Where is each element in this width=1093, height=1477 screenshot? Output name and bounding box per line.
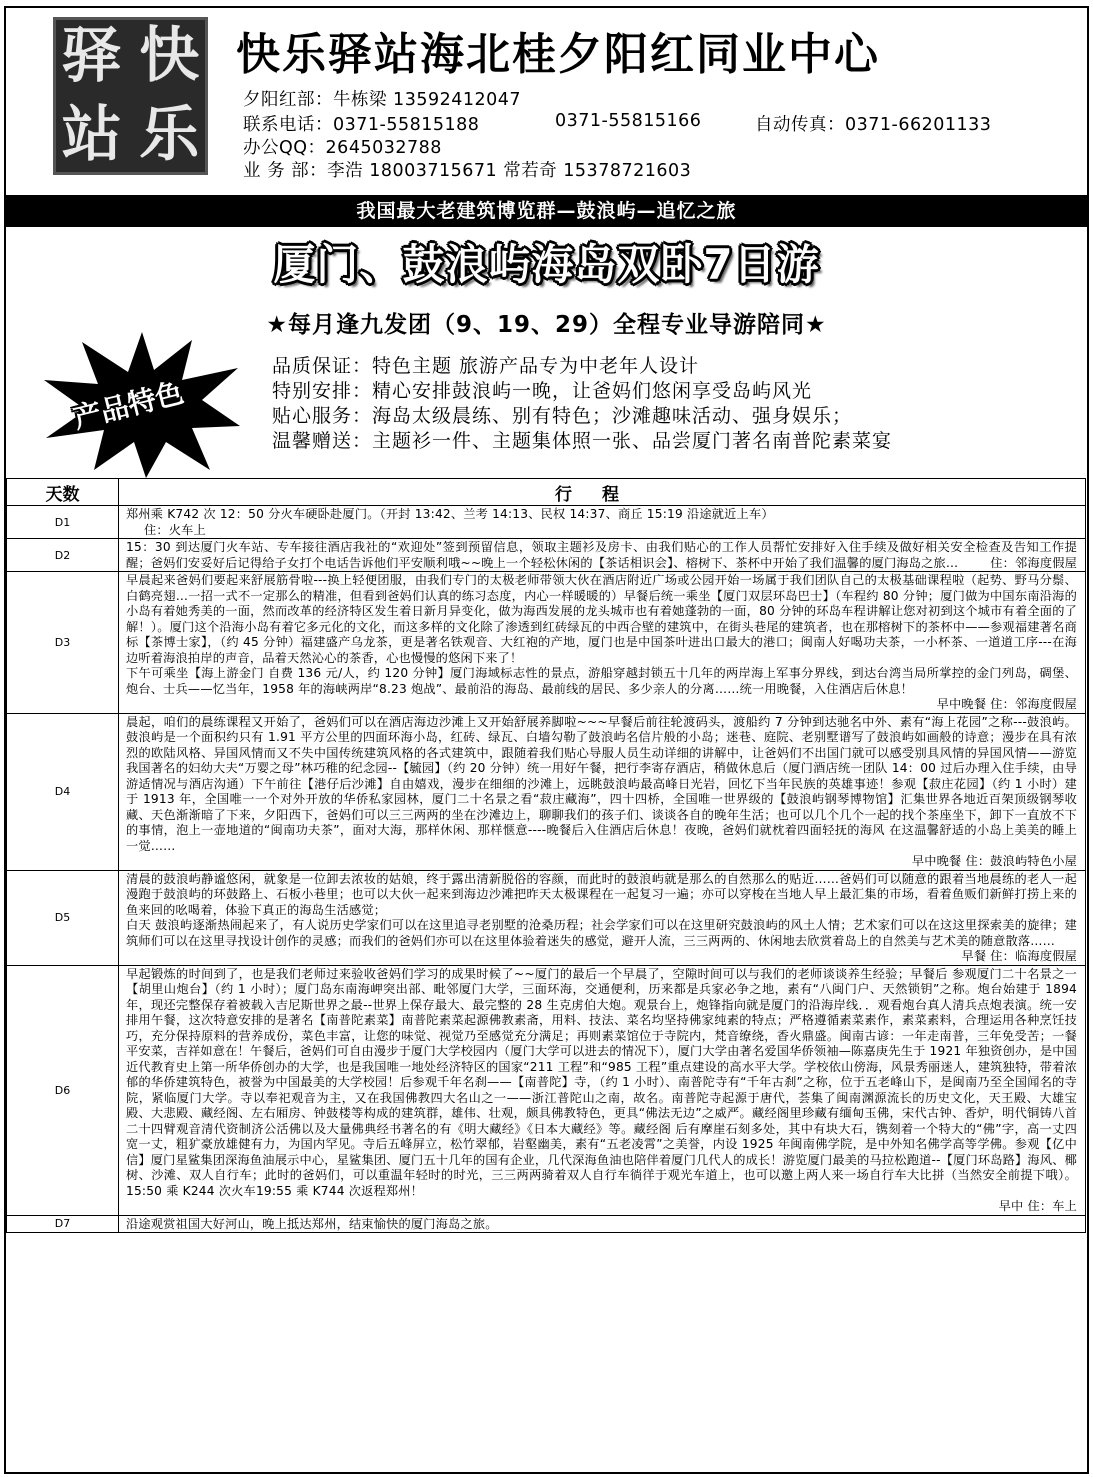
day-label: D2 xyxy=(7,539,119,572)
itinerary-cell xyxy=(119,965,1086,1215)
contact-fax: 自动传真：0371-66201133 xyxy=(755,115,992,135)
contact-phone-row xyxy=(243,111,992,136)
stay-info: 早中晚餐 住：邻海度假屋 xyxy=(936,697,1077,711)
itinerary-cell xyxy=(119,713,1086,870)
day-label: D6 xyxy=(7,965,119,1215)
tour-subtitle: ★每月逢九发团（9、19、29）全程专业导游陪同★ xyxy=(266,312,827,338)
table-row xyxy=(7,965,1086,1215)
logo-char: 驿 xyxy=(61,21,122,91)
stay-info: 早中晚餐 住：鼓浪屿特色小屋 xyxy=(911,854,1077,868)
itinerary-cell xyxy=(119,870,1086,965)
product-feature-badge: 产品特色 xyxy=(70,375,187,436)
page-title: 快乐驿站海北桂夕阳红同业中心 xyxy=(236,29,880,80)
day-label: D5 xyxy=(7,870,119,965)
itinerary-text: 下午可乘坐【海上游金门 自费 136 元/人，约 120 分钟】厦门海域标志性的景点，游船穿越封锁五十几年的两岸海上军事分界线，到达台湾当局所掌控的金门列岛，碉堡、炮台、士兵——忆当年，1958 年的海峡两岸“8.23 炮战”、最前沿的海岛、最前线的居民、多少亲人的分离……统一用晚餐，入住酒店后休息！ xyxy=(126,666,1077,696)
contact-phone-1: 联系电话：0371-55815188 xyxy=(243,115,480,135)
day-label: D3 xyxy=(7,572,119,714)
contact-qq: 办公QQ：2645032788 xyxy=(243,138,442,158)
contact-phone-2: 0371-55815166 xyxy=(555,111,702,131)
tour-title: 厦门、鼓浪屿海岛双卧7日游 xyxy=(273,240,820,289)
col-header-itinerary: 行程 xyxy=(119,479,1086,506)
table-row xyxy=(7,1215,1086,1233)
logo-char: 站 xyxy=(61,100,122,170)
itinerary-cell xyxy=(119,572,1086,714)
itinerary-text: 白天 鼓浪屿逐渐热闹起来了，有人说历史学家们可以在这里追寻老别墅的沧桑历程；社会学家们可以在这里研究鼓浪屿的风土人情；艺术家们可以在这这里探索美的旋律；建筑师们可以在这里寻找设计创作的灵感；而我们的爸妈们亦可以在这里体验着迷失的感觉，避开人流，三三两两的、休闲地去欣赏着岛上的自然美与艺术美的随意散落…… xyxy=(126,918,1077,948)
itinerary-text: 早起锻炼的时间到了，也是我们老师过来验收爸妈们学习的成果时候了~~厦门的最后一个早晨了，空隙时间可以与我们的老师谈谈养生经验；早餐后 参观厦门二十名景之一【胡里山炮台】（约 1 小时）；厦门岛东南海岬突出部、毗邻厦门大学，三面环海，交通便利，历来都是兵家必争之地，素有“八闽门户、天然锁钥”之称。炮台始建于 1894 年，现还完整保存着被载入吉尼斯世界之最--世界上保存最大、最完整的 28 生克虏伯大炮。观景台上，炮锋指向就是厦门的沿海岸线．．观看炮台真人清兵点炮表演。统一安排用午餐，这次特意安排的是著名【南普陀素菜】南普陀素菜起源佛教素斋，用料、技法、菜名均坚持佛家纯素的特点；严格遵循素菜素作，素菜素料，合理运用各种烹饪技巧，充分保持原料的营养成份，菜色丰富，让您的味觉、视觉乃至感觉充分满足；再则素菜馆位于寺院内，梵音缭绕，香火鼎盛。闽南古谚：一年走南普，三年免受苦；一餐平安菜，吉祥如意在！午餐后，爸妈们可自由漫步于厦门大学校园内（厦门大学可以进去的情况下），厦门大学由著名爱国华侨领袖—陈嘉庚先生于 1921 年独资创办，是中国近代教育史上第一所华侨创办的大学，也是我国唯一地处经济特区的国家“211 工程”和“985 工程”重点建设的高水平大学。学校依山傍海，风景秀丽迷人，建筑独特，带着浓郁的华侨建筑特色，被誉为中国最美的大学校园！后参观千年名刹——【南普陀】寺，（约 1 小时）、南普陀寺有“千年古刹”之称，位于五老峰山下，是闽南乃至全国闻名的寺院，紧临厦门大学。寺以奉祀观音为主，又在我国佛教四大名山之一——浙江普陀山之南，故名。南普陀寺起源于唐代，荟集了闽南渊源流长的历史文化，天王殿、大雄宝殿、大悲殿、藏经阁、左右厢房、钟鼓楼等构成的建筑群，雄伟、壮观，颇具佛教特色，更具“佛法无边”之威严。藏经阁里珍藏有缅甸玉佛，宋代古钟、香炉，明代铜铸八首二十四臂观音清代资制济公活佛以及大量佛典经书著名的有《明大藏经》《日本大藏经》等。藏经阁 后有摩崖石刻多处，其中有块大石，镌刻着一个特大的“佛”字，高一丈四宽一丈，粗犷豪放雄健有力，为国内罕见。寺后五峰屏立，松竹翠郁，岩壑幽美，素有“五老凌霄”之美誉，内设 1925 年闽南佛学院，是中外知名佛学高等学佛。参观【亿中信】厦门星鲨集团深海鱼油展示中心，星鲨集团、厦门五十几年的国有企业，几代深海鱼油也陪伴着厦门几代人的成长！游览厦门最美的马拉松跑道--【厦门环岛路】海风、椰树、沙滩、双人自行车；此时的爸妈们，可以重温年轻时的时光，三三两两骑着双人自行车徜徉于观光车道上，也可以邀上两人来一场自行车大比拼（当然安全前提下哦）。15:50 乘 K244 次火车19:55 乘 K744 次返程郑州！ xyxy=(126,966,1077,1198)
day-label: D7 xyxy=(7,1215,119,1233)
table-header xyxy=(7,479,1086,506)
itinerary-cell xyxy=(119,539,1086,572)
feature-special: 特别安排：精心安排鼓浪屿一晚，让爸妈们悠闲享受岛屿风光 xyxy=(272,380,813,402)
logo-char: 快 xyxy=(139,21,200,91)
feature-quality: 品质保证：特色主题 旅游产品专为中老年人设计 xyxy=(272,355,700,377)
itinerary-text: 郑州乘 K742 次 12：50 分火车硬卧赴厦门。（开封 13:42、兰考 14:13、民权 14:37、商丘 15:19 沿途就近上车） xyxy=(126,507,774,521)
stay-info: 早中 住：车上 xyxy=(998,1199,1077,1213)
stay-info: 早餐 住：临海度假屋 xyxy=(961,949,1077,963)
table-row xyxy=(7,506,1086,539)
feature-gift: 温馨赠送：主题衫一件、主题集体照一张、品尝厦门著名南普陀素菜宴 xyxy=(272,430,893,452)
stay-info: 住：邻海度假屋 xyxy=(990,555,1077,570)
tour-banner: 我国最大老建筑博览群—鼓浪屿—追忆之旅 xyxy=(4,195,1089,227)
itinerary-text: 沿途观赏祖国大好河山，晚上抵达郑州，结束愉快的厦门海岛之旅。 xyxy=(126,1216,498,1231)
contact-business: 业 务 部：李浩 18003715671 常若奇 15378721603 xyxy=(243,161,692,181)
itinerary-table xyxy=(6,478,1086,1233)
day-label: D4 xyxy=(7,713,119,870)
logo xyxy=(53,17,208,175)
col-header-day: 天数 xyxy=(7,479,119,506)
itinerary-text: 清晨的鼓浪屿静谧悠闲，就象是一位卸去浓妆的姑娘，终于露出清新脱俗的容颜，而此时的鼓浪屿就是那么的自然那么的贴近……爸妈们可以随意的跟着当地晨练的老人一起漫跑于鼓浪屿的环鼓路上、石板小巷里；也可以大伙一起来到海边沙滩把昨天太极课程在一起复习一遍；亦可以穿梭在当地人早上最汇集的市场，看着鱼贩们新鲜打捞上来的鱼来回的吆喝着，体验下真正的海岛生活感觉； xyxy=(126,871,1077,917)
logo-char: 乐 xyxy=(139,100,200,170)
itinerary-text: 早晨起来爸妈们要起来舒展筋骨啦---换上轻便团服，由我们专门的太极老师带领大伙在酒店附近广场或公园开始一场属于我们团队自己的太极基础课程啦（起势、野马分鬃、白鹤亮翅…一招一式不一定那么的精准，但看到爸妈们认真的练习态度，内心一样暖暖的）早餐后统一乘坐【厦门双层环岛巴士】（车程约 80 分钟；厦门做为中国东南沿海的小岛有着她秀美的一面，然而改革的经济特区发生着日新月异变化，做为海西发展的龙头城市也有着她蓬勃的一面，80 分钟的环岛车程讲解让您对初到这个城市有着全面的了解！）。厦门这个沿海小岛有着它多元化的文化，而这多样的文化除了渗透到红砖绿瓦的中西合壁的建筑中，在街头巷尾的建筑者，也在那榕树下的茶杯中——参观福建著名商标【茶博士家】，（约 45 分钟）福建盛产乌龙茶，更是著名铁观音、大红袍的产地，厦门也是中国茶叶进出口最大的港口；闽南人好喝功夫茶，一小杯茶、一道道工序---在海边听着海浪拍岸的声音，品着天然沁心的茶香，心也慢慢的悠闲下来了！ xyxy=(126,573,1077,665)
table-row xyxy=(7,572,1086,714)
table-row xyxy=(7,870,1086,965)
feature-service: 贴心服务：海岛太级晨练、别有特色；沙滩趣味活动、强身娱乐； xyxy=(272,405,853,427)
contact-sunset-dept: 夕阳红部：牛栋梁 13592412047 xyxy=(243,90,522,110)
itinerary-cell xyxy=(119,506,1086,539)
itinerary-cell xyxy=(119,1215,1086,1233)
stay-info: 住：火车上 xyxy=(144,522,206,537)
day-label: D1 xyxy=(7,506,119,539)
itinerary-text: 晨起，咱们的晨练课程又开始了，爸妈们可以在酒店海边沙滩上又开始舒展养脚啦~~~早餐后前往轮渡码头，渡船约 7 分钟到达驰名中外、素有“海上花园”之称---鼓浪屿。鼓浪屿是一个面积约只有 1.91 平方公里的四面环海小岛，红砖、绿瓦、白墙勾勒了鼓浪屿名信片般的小岛；迷巷、庭院、老别墅谱写了鼓浪屿如画般的诗意；漫步在具有浓烈的欧陆风格、异国风情而又不失中国传统建筑风格的各式建筑中，跟随着我们贴心导服人员生动详细的讲解中，让爸妈们不出国门就可以感受别具风情的异国风情——游览我国著名的妇幼大夫“万婴之母”林巧稚的纪念园--【毓园】（约 20 分钟）统一用好午餐，把行李寄存酒店，稍做休息后（厦门酒店统一团队 14：00 过后办理入住手续，由导游适情况与酒店沟通）下午前往【港仔后沙滩】自由嬉戏，漫步在细细的沙滩上，远眺鼓浪屿最高峰日光岩，回忆下当年民族的英雄事迹！参观【菽庄花园】（约 1 小时）建于 1913 年，全国唯一一个对外开放的华侨私家园林，厦门二十名景之看“菽庄藏海”，四十四桥，全国唯一世界级的【鼓浪屿钢琴博物馆】汇集世界各地近百架顶级钢琴收藏、天色渐渐暗了下来，夕阳西下，爸妈们可以三三两两的坐在沙滩边上，聊聊我们的孩子们、谈谈各自的晚年生活；也可以几个几个一起的找个茶座坐下，卸下一直放不下的事情，泡上一壶地道的“闽南功夫茶”，面对大海，那样休闲、那样惬意----晚餐后入住酒店后休息！夜晚，爸妈们就枕着四面轻抚的海风 在这温馨舒适的小岛上美美的睡上一觉…… xyxy=(126,714,1077,853)
table-row xyxy=(7,713,1086,870)
itinerary-text: 15：30 到达厦门火车站、专车接往酒店我社的“欢迎处”签到预留信息，领取主题衫及房卡、由我们贴心的工作人员帮忙安排好入住手续及做好相关安全检查及告知工作提醒；爸妈们安妥好后记得给子女打个电话告诉他们平安顺利哦~~晚上一个轻松休闲的【茶话相识会】、榕树下、茶杯中开始了我们温馨的厦门海岛之旅… xyxy=(126,540,1077,570)
table-row xyxy=(7,539,1086,572)
